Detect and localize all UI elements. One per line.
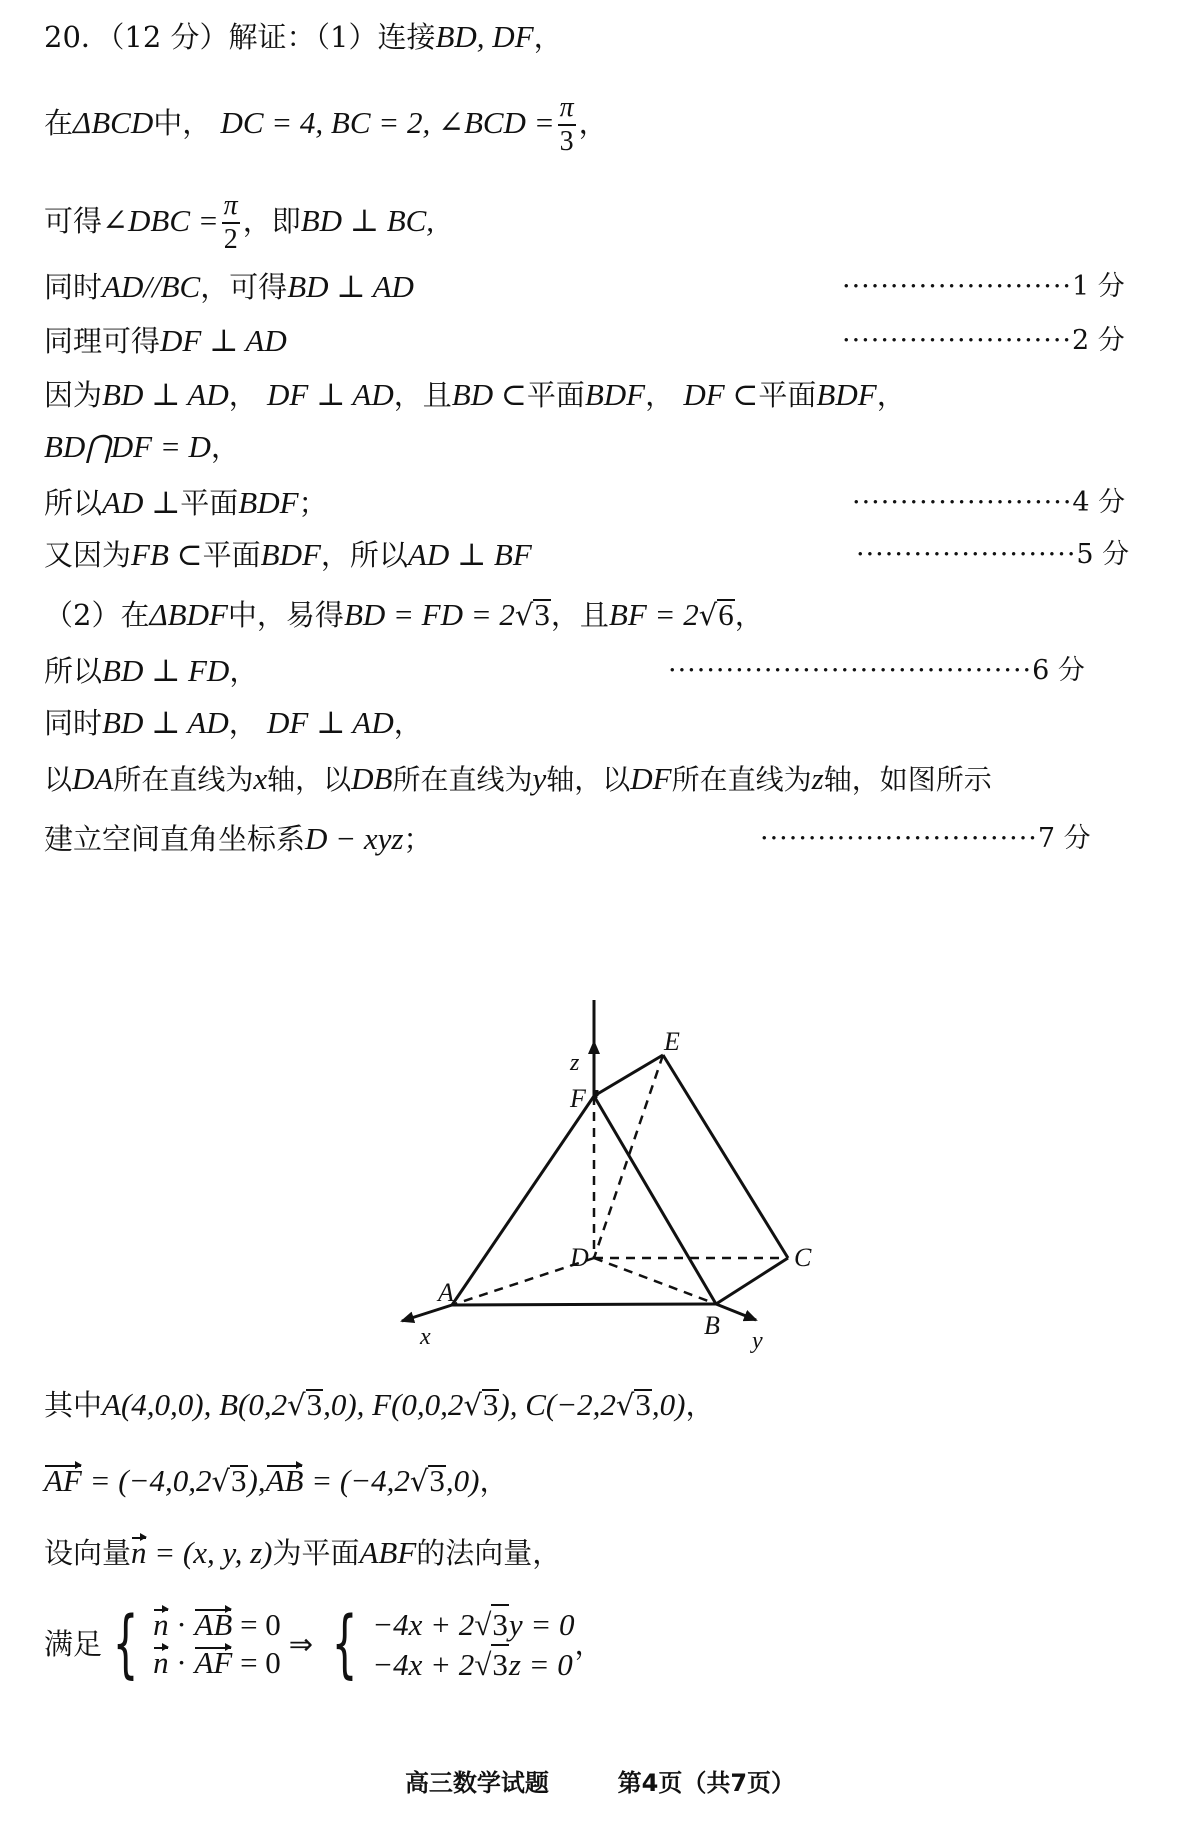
text: 其中 bbox=[44, 1388, 103, 1422]
vector-n: n bbox=[131, 1535, 147, 1570]
math: ,0), F(0,0,2 bbox=[323, 1387, 464, 1422]
system-right bbox=[372, 1604, 574, 1684]
label-b: B bbox=[704, 1311, 720, 1340]
math: ABF bbox=[359, 1535, 417, 1570]
sqrt-radicand: 3 bbox=[482, 1387, 499, 1422]
math: = (x, y, z) bbox=[146, 1535, 273, 1570]
text: 又因为 bbox=[44, 538, 132, 572]
text: 平面 bbox=[202, 538, 261, 572]
edge-ab bbox=[452, 1304, 716, 1305]
math: AD ⊥ bbox=[102, 485, 181, 520]
math: D − xyz bbox=[305, 821, 404, 856]
dot-leader: ······································ bbox=[668, 655, 1033, 686]
math-bd-df: BD, DF bbox=[435, 19, 534, 54]
score-label: 1 分 bbox=[1071, 271, 1125, 302]
math: ,0) bbox=[651, 1387, 686, 1422]
math: DB bbox=[351, 761, 393, 796]
math-df-perp-ad: DF ⊥ AD bbox=[160, 323, 287, 358]
edge-db-dashed bbox=[594, 1258, 716, 1304]
math-intersection: BD⋂DF = D bbox=[44, 429, 211, 464]
sqrt-radicand: 3 bbox=[429, 1463, 445, 1498]
vector-n: n bbox=[153, 1645, 169, 1680]
edge-fa bbox=[452, 1096, 594, 1305]
math: z bbox=[811, 761, 824, 796]
fraction-pi-3 bbox=[558, 92, 576, 158]
text: 所在直线为 bbox=[392, 763, 533, 796]
edge-bc bbox=[716, 1258, 788, 1304]
score-label: 7 分 bbox=[1037, 823, 1091, 854]
eq-3: −4x + 2√3y = 0 bbox=[372, 1604, 574, 1644]
vector-ab: AB bbox=[265, 1463, 304, 1498]
punct: ， bbox=[685, 1388, 715, 1422]
math-ad-parallel-bc: AD//BC bbox=[102, 269, 201, 304]
dot-leader: ····························· bbox=[760, 823, 1038, 854]
punct: ， bbox=[876, 378, 906, 412]
punct: ； bbox=[403, 822, 433, 856]
line-12 bbox=[44, 704, 423, 742]
score-label: 5 分 bbox=[1076, 539, 1130, 570]
text: 设向量 bbox=[44, 1536, 132, 1570]
eq-end: = 0 bbox=[232, 1645, 281, 1680]
math: FB ⊂ bbox=[131, 537, 203, 572]
math-bd-perp-ad: BD ⊥ AD bbox=[287, 269, 414, 304]
label-y: y bbox=[752, 1328, 763, 1354]
text: 同理可得 bbox=[44, 324, 161, 358]
sqrt-radicand: 3 bbox=[491, 1604, 509, 1644]
math: BF = 2 bbox=[608, 597, 699, 632]
math: BDF bbox=[584, 377, 646, 412]
implies-arrow: ⇒ bbox=[288, 1627, 314, 1661]
line-7 bbox=[44, 428, 240, 466]
text: 所以 bbox=[44, 654, 103, 688]
text: （2）在 bbox=[44, 598, 150, 632]
fraction-pi-2 bbox=[222, 190, 240, 256]
punct: ， bbox=[228, 378, 258, 412]
line-3 bbox=[44, 190, 434, 256]
edge-fb bbox=[594, 1096, 716, 1304]
eq-2 bbox=[153, 1644, 281, 1682]
text: 同时 bbox=[44, 270, 103, 304]
math: BD ⊂ bbox=[451, 377, 527, 412]
text: 中，易得 bbox=[227, 598, 344, 632]
dot-leader: ······················· bbox=[852, 487, 1073, 518]
line-11 bbox=[44, 652, 258, 690]
punct: ， bbox=[210, 430, 240, 464]
math: = (−4,2 bbox=[303, 1463, 410, 1498]
line-system bbox=[44, 1601, 604, 1687]
score-7 bbox=[760, 820, 1091, 858]
label-e: E bbox=[664, 1027, 680, 1056]
text: 同时 bbox=[44, 706, 103, 740]
sqrt-radicand: 6 bbox=[718, 597, 734, 632]
eq-4: −4x + 2√3z = 0 bbox=[372, 1644, 574, 1684]
score-label: 6 分 bbox=[1032, 655, 1085, 686]
text: 在 bbox=[44, 106, 74, 140]
text: 轴，如图所示 bbox=[823, 763, 992, 796]
edge-ec bbox=[663, 1055, 788, 1258]
line-coords: 其中A(4,0,0), B(0,2√3,0), F(0,0,2√3), C(−2,2√3,0)， bbox=[44, 1387, 715, 1422]
frac-num: π bbox=[222, 190, 240, 224]
punct: ， bbox=[533, 20, 563, 54]
sqrt-radicand: 3 bbox=[231, 1463, 247, 1498]
frac-num: π bbox=[558, 92, 576, 126]
line-10: （2）在ΔBDF中，易得BD = FD = 2√3，且BF = 2√6， bbox=[44, 597, 764, 632]
math: ,0) bbox=[445, 1463, 480, 1498]
score-label: 2 分 bbox=[1071, 325, 1125, 356]
punct: ， bbox=[574, 1627, 604, 1661]
sqrt-radicand: 3 bbox=[534, 597, 550, 632]
line-9 bbox=[44, 536, 532, 574]
math: = (−4,0,2 bbox=[81, 1463, 212, 1498]
line-vectors: AF = (−4,0,2√3),AB = (−4,2√3,0)， bbox=[44, 1463, 509, 1498]
page-footer bbox=[0, 1763, 1200, 1798]
math-triangle-bcd: ΔBCD bbox=[73, 105, 154, 140]
math: BDF bbox=[260, 537, 321, 572]
punct: ， bbox=[645, 378, 675, 412]
text: 可得 bbox=[44, 204, 103, 238]
math: BD = FD = 2 bbox=[343, 597, 515, 632]
punct: ； bbox=[298, 486, 328, 520]
math: BDF bbox=[816, 377, 877, 412]
vector-af: AF bbox=[44, 1463, 82, 1498]
score-4 bbox=[852, 484, 1125, 522]
math-bcd-values: DC = 4, BC = 2, ∠BCD = bbox=[220, 105, 555, 140]
dot-leader: ······················· bbox=[856, 539, 1077, 570]
footer-page-number: 第4页（共7页） bbox=[617, 1769, 796, 1797]
math: BD ⊥ AD bbox=[102, 377, 229, 412]
text: ，且 bbox=[393, 378, 452, 412]
math: −4x + 2 bbox=[372, 1607, 475, 1642]
math: A(4,0,0), B(0,2 bbox=[102, 1387, 288, 1422]
score-6 bbox=[668, 652, 1085, 690]
text: ，可得 bbox=[200, 270, 288, 304]
math: DA bbox=[72, 761, 114, 796]
math: y bbox=[532, 761, 547, 796]
edge-fe bbox=[594, 1055, 663, 1096]
line-6 bbox=[44, 376, 906, 414]
frac-den: 2 bbox=[223, 224, 238, 255]
line-1 bbox=[44, 18, 563, 56]
text: ，即 bbox=[242, 204, 301, 238]
label-z: z bbox=[570, 1050, 580, 1076]
text: 因为 bbox=[44, 378, 103, 412]
math: AD ⊥ BF bbox=[407, 537, 532, 572]
frac-den: 3 bbox=[559, 126, 574, 157]
math: BD ⊥ AD bbox=[102, 705, 229, 740]
label-f: F bbox=[570, 1084, 586, 1113]
sqrt-radicand: 3 bbox=[491, 1644, 509, 1684]
punct: ， bbox=[479, 1464, 509, 1498]
score-5 bbox=[856, 536, 1129, 574]
text: ，所以 bbox=[320, 538, 408, 572]
label-c: C bbox=[794, 1243, 812, 1272]
left-brace: { bbox=[112, 1601, 139, 1687]
system-row bbox=[44, 1601, 604, 1687]
math: x bbox=[253, 761, 268, 796]
line-normal-vector bbox=[44, 1534, 561, 1572]
line-14 bbox=[44, 820, 432, 858]
text: 平面 bbox=[180, 486, 239, 520]
score-label: 4 分 bbox=[1072, 487, 1126, 518]
text: 以 bbox=[44, 763, 73, 796]
y-axis bbox=[716, 1304, 756, 1320]
dot-leader: ························ bbox=[842, 325, 1072, 356]
footer-title: 高三数学试题 bbox=[404, 1769, 549, 1797]
math: ΔBDF bbox=[149, 597, 228, 632]
label-x: x bbox=[420, 1324, 431, 1350]
vector-n: n bbox=[153, 1607, 169, 1642]
text: 的法向量， bbox=[416, 1536, 562, 1570]
text: 建立空间直角坐标系 bbox=[44, 822, 306, 856]
punct: ， bbox=[229, 654, 259, 688]
punct: ， bbox=[393, 706, 423, 740]
sqrt-radicand: 3 bbox=[635, 1387, 651, 1422]
x-axis bbox=[402, 1305, 452, 1321]
score-1 bbox=[842, 268, 1125, 306]
dot-leader: ························ bbox=[842, 271, 1072, 302]
dot: · bbox=[168, 1607, 195, 1642]
math: y = 0 bbox=[508, 1607, 575, 1642]
math: DF ⊂ bbox=[683, 377, 759, 412]
eq-end: = 0 bbox=[232, 1607, 281, 1642]
math: BD ⊥ FD bbox=[102, 653, 230, 688]
vector-af: AF bbox=[194, 1645, 233, 1680]
left-brace: { bbox=[331, 1601, 358, 1687]
text: 所以 bbox=[44, 486, 103, 520]
text: 满足 bbox=[44, 1627, 103, 1661]
math: BDF bbox=[238, 485, 299, 520]
text: 平面 bbox=[526, 378, 585, 412]
math-angle-dbc: ∠DBC = bbox=[102, 203, 219, 238]
line-5 bbox=[44, 322, 287, 360]
math: DF ⊥ AD bbox=[267, 377, 394, 412]
punct: ， bbox=[578, 106, 608, 140]
text: 中， bbox=[153, 106, 212, 140]
text: 轴，以 bbox=[546, 763, 631, 796]
math: −4x + 2 bbox=[372, 1647, 475, 1682]
text: 平面 bbox=[758, 378, 817, 412]
spatial-figure bbox=[380, 1020, 820, 1360]
line-13 bbox=[44, 760, 992, 799]
math: DF bbox=[630, 761, 672, 796]
line-2 bbox=[44, 92, 608, 158]
math: z = 0 bbox=[508, 1647, 573, 1682]
math: ), bbox=[247, 1463, 266, 1498]
punct: ， bbox=[734, 598, 764, 632]
score-2 bbox=[842, 322, 1125, 360]
label-a: A bbox=[438, 1278, 454, 1307]
sqrt-radicand: 3 bbox=[306, 1387, 323, 1422]
punct: ， bbox=[228, 706, 258, 740]
line-8 bbox=[44, 484, 328, 522]
math: DF ⊥ AD bbox=[267, 705, 394, 740]
vector-ab: AB bbox=[194, 1607, 233, 1642]
text: 所在直线为 bbox=[113, 763, 254, 796]
eq-1 bbox=[153, 1606, 281, 1644]
system-left bbox=[153, 1606, 281, 1682]
math: ), C(−2,2 bbox=[499, 1387, 616, 1422]
text: 所在直线为 bbox=[671, 763, 812, 796]
text: ，且 bbox=[550, 598, 609, 632]
text: 轴，以 bbox=[267, 763, 352, 796]
label-d: D bbox=[570, 1243, 589, 1272]
problem-heading: 20．（12 分）解证：（1）连接 bbox=[44, 20, 436, 54]
math-bd-perp-bc: BD ⊥ BC, bbox=[300, 203, 435, 238]
line-4 bbox=[44, 268, 414, 306]
text: 为平面 bbox=[272, 1536, 360, 1570]
dot: · bbox=[168, 1645, 195, 1680]
